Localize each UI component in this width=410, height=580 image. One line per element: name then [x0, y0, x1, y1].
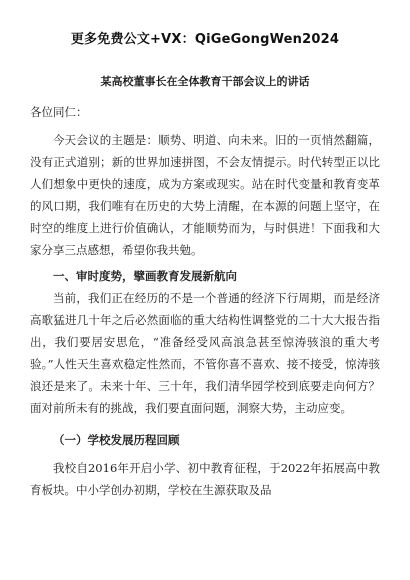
- document-title: 某高校董事长在全体教育干部会议上的讲话: [100, 75, 310, 88]
- section-heading-1: 一、审时度势，擘画教育发展新航向: [53, 269, 237, 283]
- subsection-1-paragraph: 我校自2016年开启小学、初中教育征程，于2022年拓展高中教育板块。中小学创办初期，学校在生源获取及品: [30, 461, 380, 497]
- header-watermark: 更多免费公文+VX：QiGeGongWen2024: [70, 32, 340, 47]
- intro-paragraph: 今天会议的主题是：顺势、明道、向未来。旧的一页悄然翻篇，没有正式道别；新的世界加速拼图，不会友情提示。时代转型正以比人们想象中更快的速度，成为方案或现实。站在时代变量和教育变革的风口期，我们唯有在历史的大势上清醒，在本源的问题上坚守，在时空的维度上进行价值确认，才能顺势而为，与时俱进！下面我和大家分享三点感想，希望你我共勉。: [30, 133, 380, 257]
- salutation: 各位同仁：: [30, 105, 88, 119]
- subsection-heading-1: （一）学校发展历程回顾: [53, 433, 180, 447]
- section-1-paragraph: 当前，我们正在经历的不是一个普通的经济下行周期，而是经济高歌猛进几十年之后必然面临的重大结构性调整党的二十大大报告指出，我们要居安思危，“准备经受风高浪急甚至惊涛骇浪的重大考验。”人性天生喜欢稳定性然而，不管你喜不喜欢、接不接受，惊涛骇浪还是来了。未来十年、三十年，我们清华园学校到底要走向何方？面对前所未有的挑战，我们要直面问题，洞察大势，主动应变。: [30, 291, 380, 415]
